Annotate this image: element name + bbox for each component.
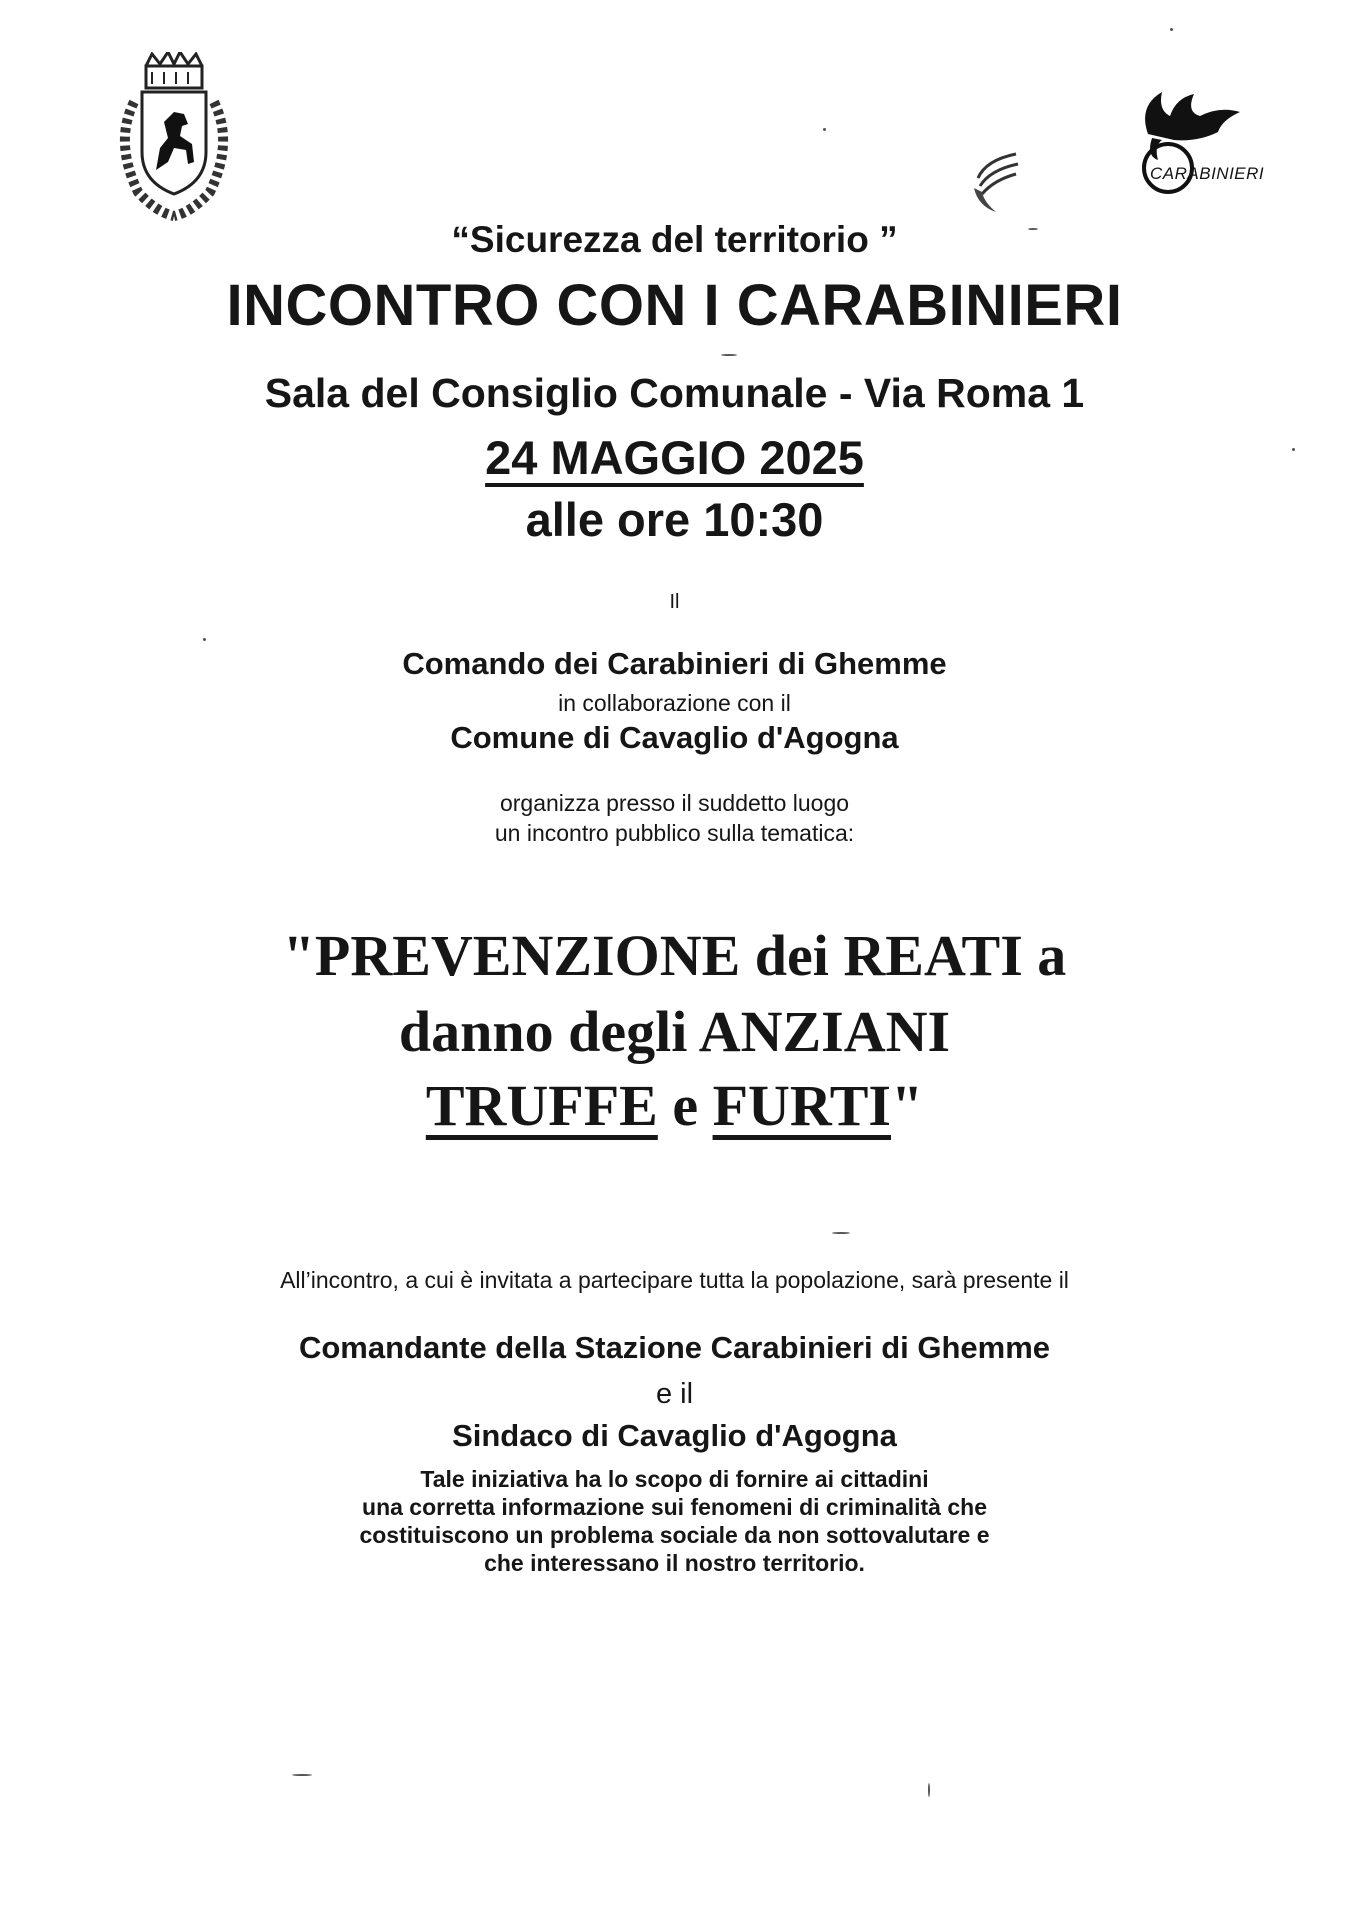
description-line-4: che interessano il nostro territorio. [484, 1550, 865, 1576]
conjunction: e il [655, 1378, 694, 1410]
scan-speck [203, 638, 206, 641]
description-line-1: Tale iniziativa ha lo scopo di fornire ai cittadini [420, 1466, 929, 1492]
collaboration-text: in collaborazione con il [558, 690, 791, 716]
description-line-2: una corretta informazione sui fenomeni di criminalità che [362, 1494, 987, 1520]
topic-quote: " [890, 1073, 924, 1138]
scan-speck [721, 354, 737, 356]
mayor: Sindaco di Cavaglio d'Agogna [452, 1418, 897, 1453]
scan-speck [823, 128, 826, 131]
venue: Sala del Consiglio Comunale - Via Roma 1 [264, 370, 1085, 416]
intro-line-1: organizza presso il suddetto luogo [499, 790, 850, 816]
scan-speck [832, 1232, 850, 1234]
topic-truffe: TRUFFE [425, 1073, 658, 1138]
event-date-text: 24 MAGGIO 2025 [485, 431, 864, 484]
organizer: Comando dei Carabinieri di Ghemme [402, 646, 947, 681]
scan-speck [1170, 28, 1173, 31]
event-time: alle ore 10:30 [525, 493, 824, 546]
event-date [0, 430, 1349, 485]
scan-speck [292, 1774, 312, 1776]
scan-speck [928, 1783, 930, 1797]
flame-emblem-icon [966, 150, 1026, 220]
invitation-text: All’incontro, a cui è invitata a partecipare tutta la popolazione, sarà presente il [280, 1267, 1069, 1293]
scan-speck [1292, 448, 1295, 451]
topic-line-1: "PREVENZIONE dei REATI a [282, 923, 1067, 988]
carabinieri-logo-text: CARABINIERI [1150, 164, 1265, 183]
municipal-coat-of-arms-icon [108, 52, 240, 222]
topic-line-3 [0, 1072, 1349, 1139]
topic-furti: FURTI [712, 1073, 891, 1138]
topic-and: e [657, 1073, 713, 1138]
article: Il [669, 591, 680, 613]
subtitle: “Sicurezza del territorio ” [451, 219, 898, 260]
scan-speck [1028, 228, 1038, 230]
municipality: Comune di Cavaglio d'Agogna [450, 720, 899, 755]
topic-line-2: danno degli ANZIANI [398, 999, 951, 1064]
commander: Comandante della Stazione Carabinieri di Ghemme [298, 1330, 1051, 1365]
page-title: INCONTRO CON I CARABINIERI [226, 273, 1123, 338]
description-line-3: costituiscono un problema sociale da non sottovalutare e [359, 1522, 990, 1548]
intro-line-2: un incontro pubblico sulla tematica: [494, 820, 855, 846]
